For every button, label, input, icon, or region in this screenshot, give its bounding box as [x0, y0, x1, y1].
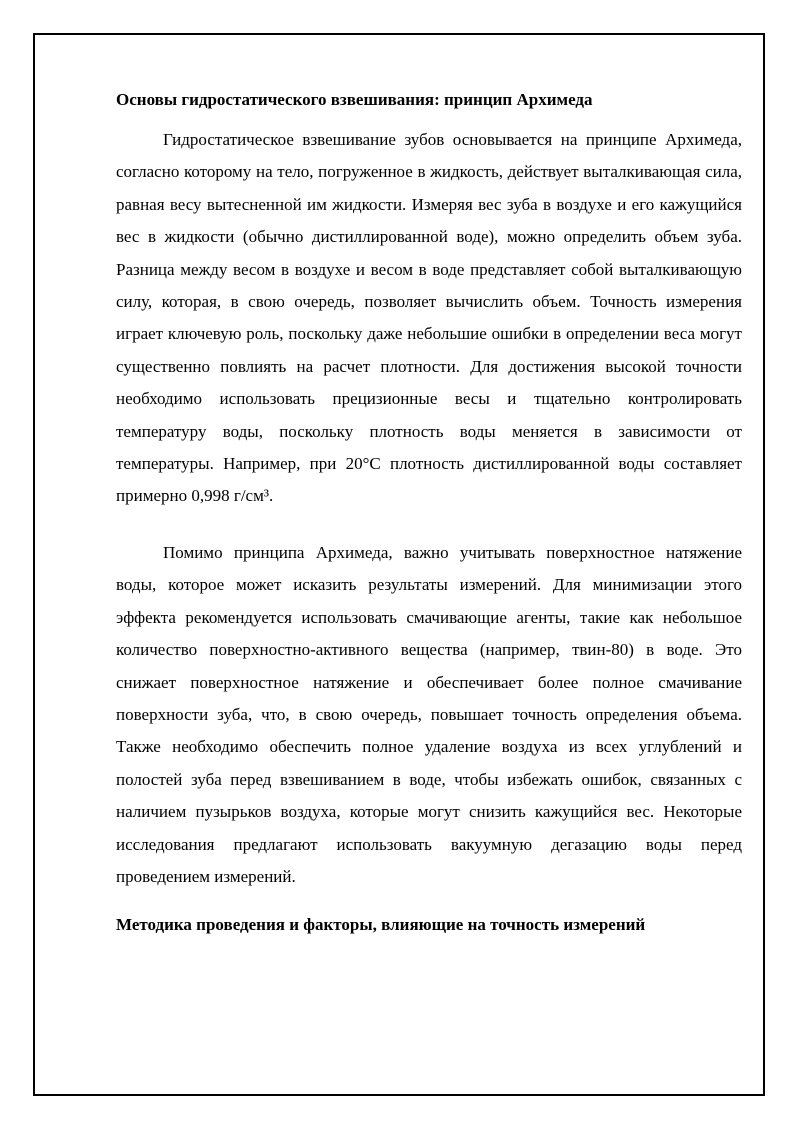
section-heading: Методика проведения и факторы, влияющие на точность измерений	[116, 915, 646, 935]
paragraph: Помимо принципа Архимеда, важно учитывать поверхностное натяжение воды, которое может исказить результаты измерений. Для минимизации этого эффекта рекомендуется использовать смачивающие агенты, такие как небольшое количество поверхностно-активного вещества (например, твин-80) в воде. Это снижает поверхностное натяжение и обеспечивает более полное смачивание поверхности зуба, что, в свою очередь, повышает точность определения объема. Также необходимо обеспечить полное удаление воздуха из всех углублений и полостей зуба перед взвешиванием в воде, чтобы избежать ошибок, связанных с наличием пузырьков воздуха, которые могут снизить кажущийся вес. Некоторые исследования предлагают использовать вакуумную дегазацию воды перед проведением измерений.	[116, 542, 742, 886]
paragraph: Гидростатическое взвешивание зубов основывается на принципе Архимеда, согласно которому на тело, погруженное в жидкость, действует выталкивающая сила, равная весу вытесненной им жидкости. Измеряя вес зуба в воздухе и его кажущийся вес в жидкости (обычно дистиллированной воде), можно определить объем зуба. Разница между весом в воздухе и весом в воде представляет собой выталкивающую силу, которая, в свою очередь, позволяет вычислить объем. Точность измерения играет ключевую роль, поскольку даже небольшие ошибки в определении веса могут существенно повлиять на расчет плотности. Для достижения высокой точности необходимо использовать прецизионные весы и тщательно контролировать температуру воды, поскольку плотность воды меняется в зависимости от температуры. Например, при 20°C плотность дистиллированной воды составляет примерно 0,998 г/см³.	[116, 130, 742, 506]
section-heading: Основы гидростатического взвешивания: принцип Архимеда	[116, 90, 593, 109]
document-body	[116, 84, 742, 941]
